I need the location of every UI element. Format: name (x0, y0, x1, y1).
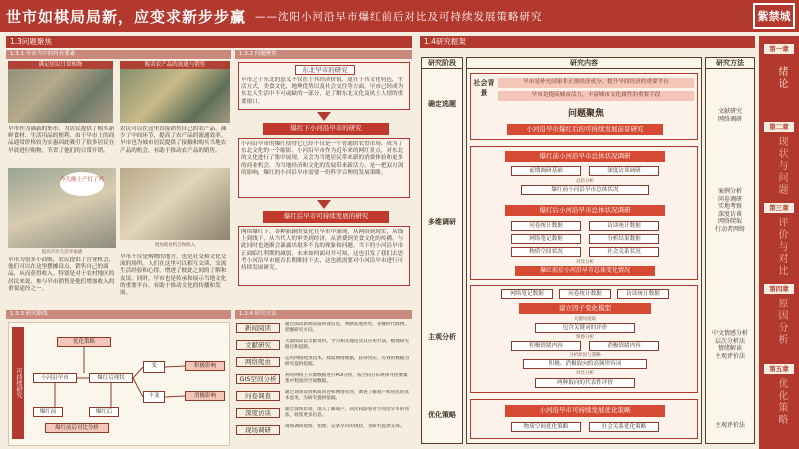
chapter-4[interactable]: 第四章 (764, 284, 794, 294)
group-topic (470, 73, 698, 140)
group2-physical: 物质空间状况 (511, 247, 581, 257)
method-label-gis: GIS空间分析 (236, 374, 280, 384)
sub-heading-1-3-3: 1.3.3 研究路线 (6, 310, 231, 319)
route-market: 小河沿早市 (33, 373, 77, 383)
group3-representative: 两种取向的代表性评价 (535, 378, 635, 388)
photo-market-crowd (8, 168, 116, 248)
route-connectors (9, 323, 231, 447)
route-negative: 消极影响 (185, 391, 225, 401)
method-col-survey: 案例分析 问卷调研 实地考察 深度访谈 网络爬取 行动者网络 (714, 188, 745, 233)
flow-box-text: 早市之于东北的意义不仅在于其经济价值，更在于其文化特色，生活方式，美食文化，地理优势以及社会交往等方面。早市已经成为东北人生活中不可或缺的一部分，是了解东北文化及风土人情的重要窗口。 (241, 77, 404, 105)
column-stage (421, 57, 463, 444)
group-strategy (470, 399, 698, 439)
photo-farm-produce (120, 61, 230, 123)
group2-result-before: 爆红前小河沿早市总体状况 (521, 185, 649, 195)
poster-subtitle: ——沈阳小河沿早市爆红前后对比及可持续发展策略研究 (255, 11, 543, 23)
flow-bar-sustainable: 爆红后早市可持续发展的研究 (263, 211, 389, 223)
group2-interview: 深度访谈调研 (589, 166, 659, 176)
arrow-down-icon (317, 112, 331, 121)
group3-negative: 消极情绪内容 (589, 341, 659, 351)
group3-network: 网络笔记数据 (501, 289, 553, 299)
group1-item-2: 早市是提高城市活力，丰富城市文化属性的重要手段 (498, 91, 694, 101)
method-label-field: 现场调研 (236, 425, 280, 435)
group2-questionnaire: 问卷统计数据 (511, 221, 581, 231)
group3-keywords: 包含关键词的评价 (535, 323, 635, 333)
sub-heading-1-3-1: 1.3.1 早市当中的特有要素 (6, 50, 231, 59)
flow-bar-viral: 爆红下小河沿早市的研究 (263, 123, 389, 135)
chapter-1[interactable]: 第一章 (764, 44, 794, 54)
poster-title: 世市如棋局局新，应变求新步步赢 (6, 8, 247, 26)
method-col-topic: 文献研究 网络调研 (717, 108, 742, 123)
group3-small-1: 关键词提取 (573, 317, 597, 322)
method-desc-field: 现场调研观察，拍照，记录早市的现状，为研究提供支撑。 (285, 424, 405, 429)
group3-questionnaire: 问卷统计数据 (559, 289, 611, 299)
group2-bar-after: 爆红后小河沿早市总体状况调研 (505, 205, 665, 216)
group4-title: 小河沿早市可持续发展优化策略 (505, 405, 665, 417)
group-survey (470, 146, 698, 280)
method-desc-news: 通过阅读新闻获取时效信息，判断发展形势，掌握时代脉搏，把握研究方向。 (285, 322, 410, 333)
group2-network: 网络笔记数据 (511, 234, 581, 244)
flow-box-title: 东北早市的研究 (295, 65, 355, 75)
photo-label-happiness: 提高市民生活幸福感 (41, 250, 83, 255)
route-compare: 爆红前后对比分析 (45, 423, 109, 433)
column-content-head: 研究内容 (467, 58, 701, 69)
paragraph-social: 早市不仅是购物的地方，也是社交和文化交流的场所。人们在这里可以相互交谈、交流生活经验和心得，增进了彼此之间的了解和友谊。同时，早市也是传承和展示当地文化的重要平台，有助于推动文化的传播和发展。 (120, 254, 227, 297)
method-col-analysis: 中文情感分析 层次分析法 情绪解读 主观评价法 (711, 330, 748, 360)
photo-caption: 贩卖农产品的流通与销售 (120, 61, 230, 69)
chapter-1-title: 绪论 (776, 66, 787, 90)
stage-survey: 多维调研 (428, 218, 456, 226)
photo-residents-shopping (8, 61, 113, 123)
paragraph-vendors: 早市为很多小商贩、农民提供了营业机会，他们可以在这里摆摊设点，销售自己的商品，从而获得收入。特别是对于农村地区的居民来说，参与早市销售是他们增加收入的重要途径之一。 (8, 257, 115, 292)
method-col-strategy: 主观评价法 (714, 422, 745, 429)
flow-box-northeast (238, 62, 410, 110)
group3-model: 建立因子变化模型 (519, 303, 651, 314)
method-label-survey: 问卷调查 (236, 391, 280, 401)
group-analysis (470, 285, 698, 393)
chapter-3-title: 评价与对比 (776, 217, 787, 277)
group3-adjectives: 积极、消极取向的高频形容词 (523, 359, 647, 369)
method-label-news: 新闻阅读 (236, 323, 280, 333)
chapter-5-title: 优化策略 (776, 378, 787, 426)
photo-caption: 满足居民日常购物 (8, 61, 113, 69)
group2-basis: 前期调研基础 (511, 166, 581, 176)
route-diagram (8, 322, 230, 446)
method-desc-literature: 大量阅读以文献资料，学习相关理论及其应用方法，梳理研究路径和思路。 (285, 339, 410, 350)
route-later: 爆红后 (89, 407, 119, 417)
stage-strategy: 优化策略 (428, 411, 456, 419)
method-desc-survey: 通过现场发放纸质问卷和网络问卷，调查了解商户和居民的基本意见，为研究提供依据。 (285, 390, 410, 401)
column-method-head: 研究方法 (706, 58, 754, 69)
group1-bar: 小河沿早市爆红后的可持续发展前景研究 (507, 124, 663, 135)
group3-small-4: 对比分析 (576, 371, 594, 376)
group2-result-change: 爆红前后小河沿早市总体变化情况 (515, 266, 655, 276)
paragraph-convenience: 早市作为满载的集市，为居民提供了购买新鲜食材、生活用品的便利。由于早市上的商品通常价格较为实惠因此吸引了很多居民在早晨进行购物，节省了他们的日常开销。 (8, 126, 115, 154)
speech-bubble: 今儿晚上产灯了吗 (60, 172, 104, 196)
route-nochange: 不变 (143, 391, 165, 403)
group1-item-1: 早市是补充国家非正规经济成分，提升早间经济的重要平台 (498, 78, 694, 88)
group3-interview: 访谈统计数据 (617, 289, 669, 299)
group3-positive: 积极情绪内容 (511, 341, 581, 351)
section-heading-1-3: 1.3问题聚焦 (6, 36, 412, 48)
method-desc-gis: 利用网络上开源数据进行POI分析，按空间分布规律寻找要素集中程度的空间数据。 (285, 373, 408, 384)
column-stage-head: 研究阶段 (422, 58, 462, 69)
group2-small-2: 对比分析 (576, 260, 594, 265)
flow-box-text: 小河沿早市的爆红使得它已经不仅是一个普通的农贸市场，成为了东北文化的一个缩影。小河沿早市作为近年来的网红景点，对东北的文化进行了集中展现，又会为当地居民带来新的消费体验和更多的商业机会，为当地经济和文化的发展带来新活力。是一把双刃剑的影响，爆红的小河沿早市需要一份科学合理的发展策略。 (241, 141, 404, 176)
chapter-3[interactable]: 第三章 (764, 203, 794, 213)
group1-problem: 问题聚焦 (567, 109, 604, 119)
flow-box-text: 网络爆红下，各种新颖的变化在早市中涌现，从网络到现实，从线上到线下，从当代人的审美到经济，从消费到美食文化的传播，与此同时也逐渐会暴露出很多不良的现象和问题。当下的小河沿早市正面临红利期的减弱，未来如何面对并可知，这也引发了我们去思考小河沿早市能否长期维持下去，这也就需要对小河沿早市进行可持续发展研究。 (241, 229, 404, 272)
section-heading-1-4: 1.4研究框架 (420, 36, 755, 48)
sub-heading-1-3-4: 1.3.4 研究方法 (235, 310, 412, 319)
route-left-label: 可持续研究 (12, 327, 24, 439)
photo-label-income: 增加就业机会和收入 (154, 243, 196, 248)
group1-side-label: 社会背景 (473, 79, 495, 97)
route-change: 变 (143, 361, 165, 373)
sub-heading-1-3-2: 1.3.2 问题聚焦 (235, 50, 412, 59)
chapter-4-title: 原因分析 (776, 298, 787, 346)
method-label-interview: 深度访谈 (236, 408, 280, 418)
stage-analysis: 主观分析 (428, 333, 456, 341)
chapter-2[interactable]: 第二章 (764, 122, 794, 132)
group4-physical: 物质空间优化策略 (511, 422, 581, 432)
method-desc-interview: 通过现场访谈，深入了解商户、居民和游客对小河沿早市的看法，收集更多信息。 (285, 407, 410, 418)
route-after: 爆红后现状 (89, 373, 133, 383)
route-active: 积极影响 (185, 361, 225, 371)
paragraph-farmers: 农民可以在这里直接销售自己的农产品，减少了中间环节，提高了农产品的流通效率。早市也为城市居民提供了接触和购买当地农产品的机会，有助于推动农产品的销售。 (120, 126, 227, 154)
stage-topic: 确定选题 (428, 100, 456, 108)
route-before: 爆红前 (33, 407, 63, 417)
flow-box-viral (238, 138, 410, 198)
group2-interview-data: 访谈统计数据 (589, 221, 659, 231)
group3-small-2: 情感分析 (576, 335, 594, 340)
group2-small-1: 总结分析 (576, 179, 594, 184)
seal-logo: 紫禁城 (753, 3, 795, 29)
group3-small-3: 分析原因与策略 (569, 353, 601, 358)
photo-vendors (120, 168, 230, 240)
group4-social: 社会关系优化策略 (589, 422, 659, 432)
arrow-down-icon (317, 200, 331, 209)
group2-bar-before: 爆红前小河沿早市总体状况调研 (505, 151, 665, 162)
route-optimize: 优化策略 (57, 337, 111, 347)
chapter-2-title: 现状与问题 (776, 136, 787, 196)
group2-analysis: 分析结果数据 (589, 234, 659, 244)
group2-social: 社会关系状况 (589, 247, 659, 257)
flow-box-sustainable (238, 226, 410, 286)
method-label-crawler: 网络爬虫 (236, 357, 280, 367)
method-desc-crawler: 运用网络爬虫技术，爬取网络数据，获得真实、有效的数据为研究提供依据。 (285, 356, 410, 367)
method-label-literature: 文献研究 (236, 340, 280, 350)
chapter-5[interactable]: 第五章 (764, 364, 794, 374)
